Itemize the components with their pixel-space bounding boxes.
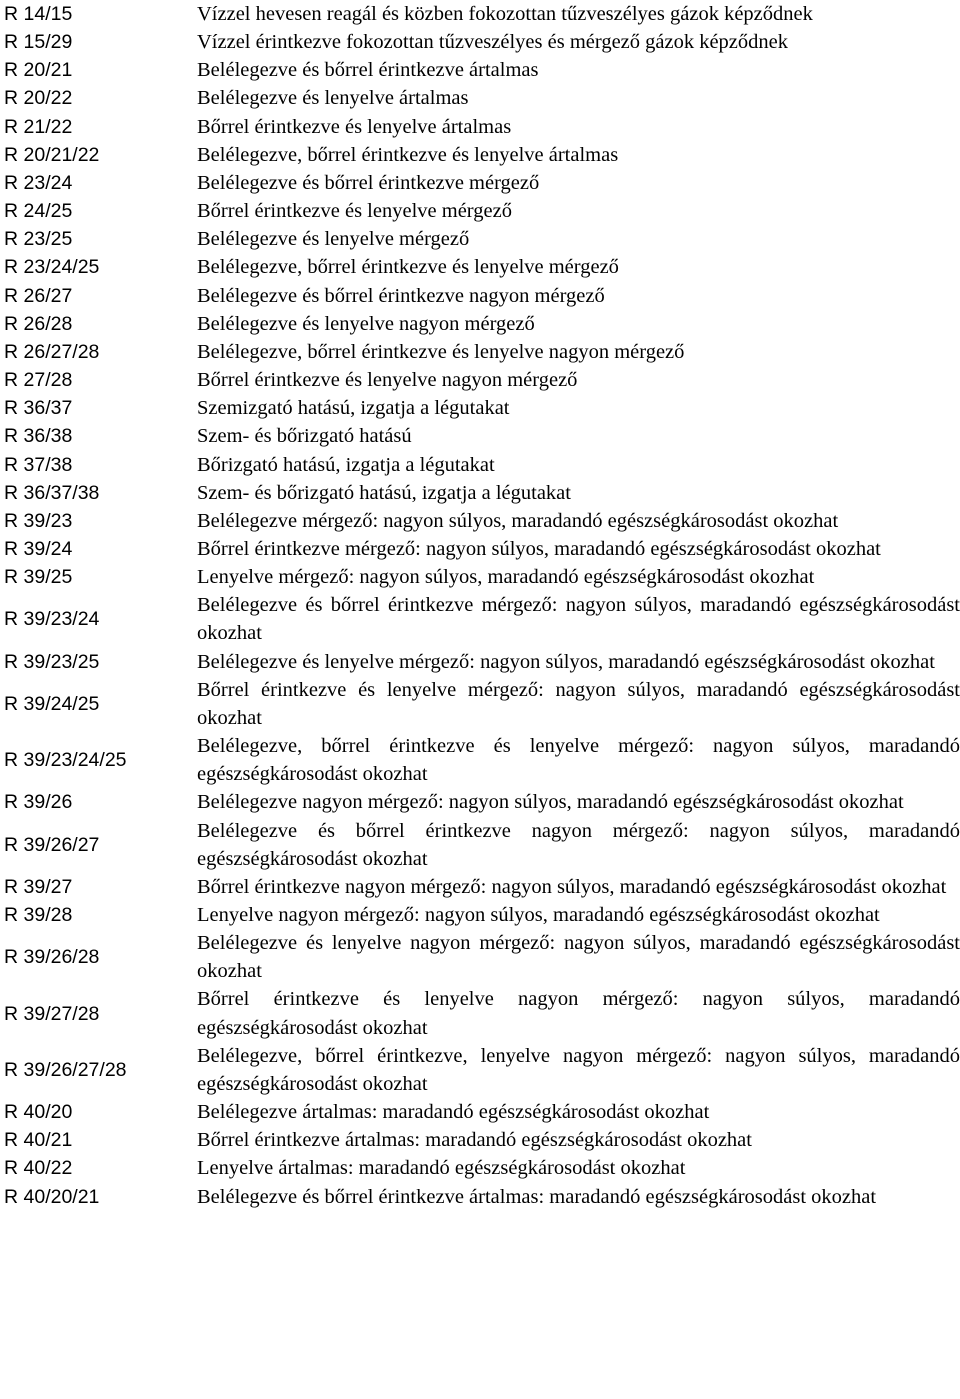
phrase-text: Lenyelve nagyon mérgező: nagyon súlyos, maradandó egészségkárosodást okozhat	[197, 904, 880, 926]
phrase-text: Lenyelve ártalmas: maradandó egészségkárosodást okozhat	[197, 1157, 686, 1180]
phrase-code: R 39/26/27	[4, 833, 100, 856]
phrase-row	[4, 1183, 960, 1211]
phrase-text: Belélegezve és bőrrel érintkezve ártalmas: maradandó egészségkárosodást okozhat	[197, 1185, 877, 1208]
phrase-row	[4, 817, 960, 873]
phrase-code: R 26/27	[4, 284, 73, 307]
phrase-row	[4, 28, 960, 56]
phrase-row	[4, 451, 960, 479]
phrase-text: Belélegezve, bőrrel érintkezve és lenyelve mérgező: nagyon súlyos, maradandó egészségkárosodást okozhat	[197, 735, 960, 786]
phrase-row	[4, 1154, 960, 1182]
phrase-text: Bőrizgató hatású, izgatja a légutakat	[197, 453, 495, 476]
phrase-text: Belélegezve és lenyelve mérgező: nagyon súlyos, maradandó egészségkárosodást okozhat	[197, 650, 935, 673]
phrase-text: Bőrrel érintkezve mérgező: nagyon súlyos, maradandó egészségkárosodást okozhat	[197, 537, 881, 560]
phrase-text: Belélegezve és lenyelve ártalmas	[197, 87, 469, 110]
phrase-text: Szem- és bőrizgató hatású, izgatja a légutakat	[197, 481, 571, 504]
phrase-code: R 24/25	[4, 200, 73, 223]
phrase-code: R 20/21/22	[4, 143, 100, 166]
phrase-text: Belélegezve, bőrrel érintkezve és lenyelve nagyon mérgező	[197, 340, 685, 363]
phrase-row	[4, 84, 960, 112]
phrase-text: Bőrrel érintkezve és lenyelve nagyon mérgező: nagyon súlyos, maradandó egészségkárosodást okozhat	[197, 988, 960, 1039]
phrase-code: R 14/15	[4, 3, 73, 25]
phrase-code: R 40/20	[4, 1101, 73, 1124]
phrase-row	[4, 422, 960, 450]
phrase-text: Belélegezve, bőrrel érintkezve és lenyelve ártalmas	[197, 143, 619, 166]
phrase-code: R 27/28	[4, 369, 73, 392]
phrase-code: R 23/25	[4, 228, 73, 251]
phrase-text: Belélegezve és bőrrel érintkezve ártalmas	[197, 59, 539, 82]
phrase-row	[4, 113, 960, 141]
phrase-row	[4, 1098, 960, 1126]
phrase-text: Bőrrel érintkezve és lenyelve mérgező	[197, 200, 512, 223]
phrase-code: R 39/23	[4, 509, 73, 532]
phrase-text: Bőrrel érintkezve ártalmas: maradandó egészségkárosodást okozhat	[197, 1129, 752, 1152]
phrase-text: Szemizgató hatású, izgatja a légutakat	[197, 397, 510, 420]
phrase-row	[4, 873, 960, 901]
phrase-code: R 39/23/24/25	[4, 749, 127, 772]
phrase-row	[4, 197, 960, 225]
phrase-code: R 39/23/24	[4, 608, 100, 631]
phrase-row	[4, 338, 960, 366]
phrase-text: Belélegezve és bőrrel érintkezve nagyon mérgező	[197, 284, 605, 307]
phrase-row	[4, 901, 960, 929]
phrase-row	[4, 676, 960, 732]
phrase-text: Belélegezve mérgező: nagyon súlyos, maradandó egészségkárosodást okozhat	[197, 509, 839, 532]
phrase-text: Bőrrel érintkezve és lenyelve nagyon mérgező	[197, 369, 578, 392]
phrase-code: R 36/38	[4, 425, 73, 448]
phrase-row	[4, 507, 960, 535]
phrase-text: Lenyelve mérgező: nagyon súlyos, maradandó egészségkárosodást okozhat	[197, 566, 815, 589]
phrase-text: Belélegezve, bőrrel érintkezve, lenyelve nagyon mérgező: nagyon súlyos, maradandó egészségkárosodást okozhat	[197, 1044, 960, 1095]
phrase-text: Belélegezve és bőrrel érintkezve nagyon mérgező: nagyon súlyos, maradandó egészségkárosodást okozhat	[197, 819, 960, 870]
phrase-text: Vízzel hevesen reagál és közben fokozottan tűzveszélyes gázok képződnek	[197, 3, 813, 25]
phrase-row	[4, 732, 960, 788]
phrase-code: R 20/21	[4, 59, 73, 82]
phrase-text: Belélegezve és lenyelve nagyon mérgező: nagyon súlyos, maradandó egészségkárosodást okozhat	[197, 932, 960, 983]
phrase-code: R 40/21	[4, 1129, 73, 1152]
phrase-row	[4, 563, 960, 591]
phrase-code: R 23/24	[4, 171, 73, 194]
phrase-code: R 40/20/21	[4, 1185, 100, 1208]
phrase-code: R 21/22	[4, 115, 73, 138]
phrase-text: Bőrrel érintkezve és lenyelve mérgező: nagyon súlyos, maradandó egészségkárosodást okozhat	[197, 678, 960, 729]
phrase-code: R 39/27/28	[4, 1002, 100, 1025]
phrase-row	[4, 169, 960, 197]
phrase-row	[4, 1126, 960, 1154]
phrase-row	[4, 310, 960, 338]
phrase-code: R 39/23/25	[4, 650, 100, 673]
phrase-row	[4, 56, 960, 84]
phrase-text: Bőrrel érintkezve és lenyelve ártalmas	[197, 115, 512, 138]
phrase-text: Belélegezve és lenyelve nagyon mérgező	[197, 312, 535, 335]
phrase-text: Szem- és bőrizgató hatású	[197, 425, 412, 448]
phrase-code: R 39/24	[4, 537, 73, 560]
phrase-text: Belélegezve és bőrrel érintkezve mérgező: nagyon súlyos, maradandó egészségkárosodást okozhat	[197, 594, 960, 645]
phrase-text: Vízzel érintkezve fokozottan tűzveszélyes és mérgező gázok képződnek	[197, 31, 789, 54]
phrase-code: R 36/37/38	[4, 481, 100, 504]
phrase-text: Belélegezve és lenyelve mérgező	[197, 228, 470, 251]
phrase-row	[4, 479, 960, 507]
phrase-row	[4, 788, 960, 816]
phrase-code: R 36/37	[4, 397, 73, 420]
phrase-code: R 39/25	[4, 566, 73, 589]
phrase-row	[4, 141, 960, 169]
phrase-code: R 39/26	[4, 791, 73, 814]
phrase-row	[4, 225, 960, 253]
phrase-text: Bőrrel érintkezve nagyon mérgező: nagyon súlyos, maradandó egészségkárosodást okozhat	[197, 875, 947, 898]
phrase-text: Belélegezve nagyon mérgező: nagyon súlyos, maradandó egészségkárosodást okozhat	[197, 791, 904, 814]
phrase-code: R 39/27	[4, 875, 73, 898]
phrase-row	[4, 282, 960, 310]
phrase-text: Belélegezve, bőrrel érintkezve és lenyelve mérgező	[197, 256, 619, 279]
phrase-code: R 39/28	[4, 904, 73, 926]
phrase-code: R 39/26/27/28	[4, 1058, 127, 1081]
phrase-code: R 39/24/25	[4, 692, 100, 715]
risk-phrase-list	[4, 0, 960, 1211]
phrase-code: R 26/28	[4, 312, 73, 335]
phrase-row	[4, 394, 960, 422]
phrase-text: Belélegezve ártalmas: maradandó egészségkárosodást okozhat	[197, 1101, 710, 1124]
phrase-text: Belélegezve és bőrrel érintkezve mérgező	[197, 171, 540, 194]
phrase-row	[4, 648, 960, 676]
phrase-code: R 23/24/25	[4, 256, 100, 279]
phrase-row	[4, 253, 960, 281]
phrase-code: R 40/22	[4, 1157, 73, 1180]
phrase-row	[4, 985, 960, 1041]
phrase-row	[4, 591, 960, 647]
phrase-code: R 26/27/28	[4, 340, 100, 363]
phrase-row	[4, 535, 960, 563]
phrase-code: R 37/38	[4, 453, 73, 476]
phrase-row	[4, 0, 960, 28]
phrase-code: R 39/26/28	[4, 946, 100, 969]
phrase-row	[4, 1042, 960, 1098]
phrase-code: R 15/29	[4, 31, 73, 54]
phrase-row	[4, 366, 960, 394]
phrase-row	[4, 929, 960, 985]
phrase-code: R 20/22	[4, 87, 73, 110]
